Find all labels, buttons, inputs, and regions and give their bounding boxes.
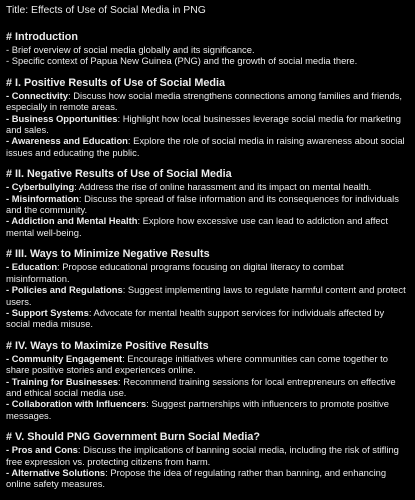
section-heading: # V. Should PNG Government Burn Social Media? [6, 431, 260, 444]
list-item [6, 307, 409, 330]
item-text: : Explore how excessive use can lead to addiction and affect mental well-being. [6, 215, 388, 238]
item-text: : Encourage initiatives where communities can come together to share positive stories and experiences online. [6, 352, 388, 376]
item-term: - Support Systems [6, 306, 89, 318]
section-heading: # III. Ways to Minimize Negative Results [6, 248, 210, 261]
item-term: - Cyberbullying [6, 181, 75, 193]
list-item [6, 113, 409, 136]
item-text: : Propose educational programs focusing on digital literacy to combat misinformation. [6, 261, 344, 284]
section-heading: # I. Positive Results of Use of Social Media [6, 76, 226, 89]
list-item [6, 376, 409, 399]
list-item [6, 44, 409, 55]
item-term: - Addiction and Mental Health [6, 215, 138, 227]
list-item [6, 284, 409, 307]
list-item [6, 215, 409, 238]
list-item [6, 467, 409, 490]
section-burn-social-media [6, 431, 409, 490]
item-term: - Education [6, 261, 58, 273]
section-heading: # IV. Ways to Maximize Positive Results [6, 339, 209, 352]
section-negative-results [6, 168, 409, 238]
item-term: - Collaboration with Influencers [6, 398, 147, 410]
list-item [6, 193, 409, 216]
item-text: : Propose the idea of regulating rather than banning, and enhancing online safety measures. [6, 466, 387, 490]
item-text: : Recommend training sessions for local entrepreneurs on effective and ethical social media use. [6, 375, 396, 398]
item-term: - Policies and Regulations [6, 284, 123, 296]
item-text: : Discuss the spread of false information and its consequences for individuals and the community. [6, 192, 399, 216]
section-positive-results [6, 77, 409, 158]
item-text: : Advocate for mental health support services for individuals affected by social media misuse. [6, 306, 385, 330]
list-item [6, 444, 409, 467]
item-text: : Address the rise of online harassment and its impact on mental health. [74, 181, 372, 193]
section-maximize-positive [6, 340, 409, 421]
list-item [6, 398, 409, 421]
item-text: : Suggest partnerships with influencers to promote positive messages. [6, 398, 389, 421]
item-term: - Community Engagement [6, 352, 123, 364]
list-item [6, 55, 409, 66]
section-heading: # II. Negative Results of Use of Social Media [6, 168, 232, 181]
item-text: : Explore the role of social media in raising awareness about social issues and educating the public. [6, 135, 405, 158]
item-term: - Awareness and Education [6, 135, 128, 147]
document-title: Title: Effects of Use of Social Media in PNG [6, 5, 206, 16]
list-item [6, 353, 409, 376]
item-text: : Discuss the implications of banning social media, including the risk of stifling free expression vs. protecting citizens from harm. [6, 444, 399, 467]
list-item [6, 90, 409, 113]
item-term: - Connectivity [6, 89, 68, 101]
item-term: - Pros and Cons [6, 444, 78, 456]
item-term: - Misinformation [6, 192, 79, 204]
item-text: : Discuss how social media strengthens connections among families and friends, especially in remote areas. [6, 89, 403, 113]
item-term: - Alternative Solutions [6, 466, 106, 478]
item-text: - Brief overview of social media globally and its significance. [6, 44, 255, 55]
item-text: : Highlight how local businesses leverage social media for marketing and sales. [6, 112, 401, 136]
list-item [6, 261, 409, 284]
item-text: : Suggest implementing laws to regulate harmful content and protect users. [6, 284, 406, 307]
list-item [6, 181, 409, 192]
item-term: - Business Opportunities [6, 112, 118, 124]
item-text: - Specific context of Papua New Guinea (PNG) and the growth of social media there. [6, 55, 358, 67]
list-item [6, 135, 409, 158]
section-introduction [6, 31, 409, 67]
section-heading: # Introduction [6, 31, 78, 43]
item-term: - Training for Businesses [6, 375, 119, 387]
section-minimize-negative [6, 248, 409, 329]
